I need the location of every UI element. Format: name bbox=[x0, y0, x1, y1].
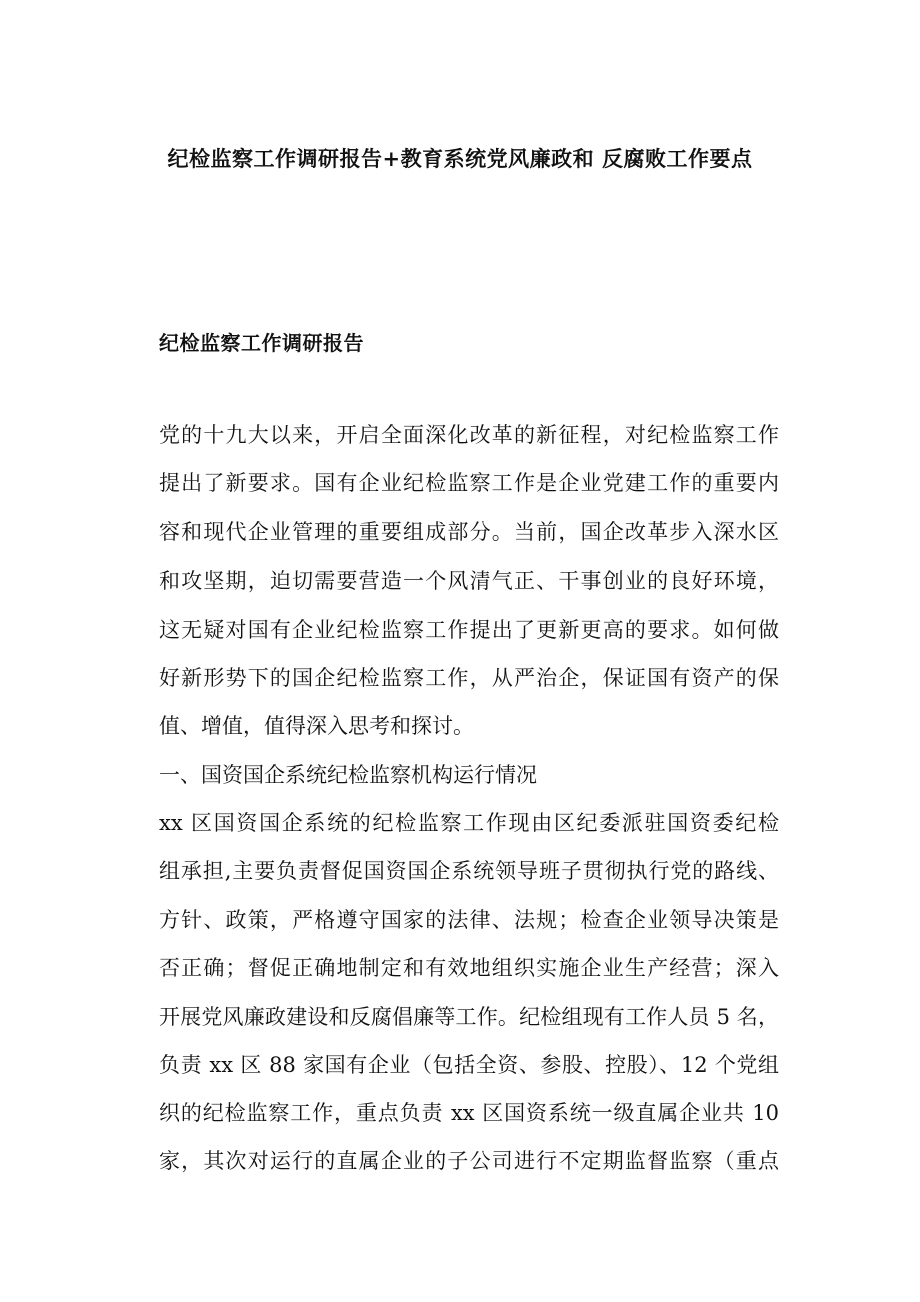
subheading: 一、国资国企系统纪检监察机构运行情况 bbox=[159, 763, 537, 787]
paragraph-line: 提出了新要求。国有企业纪检监察工作是企业党建工作的重要内 bbox=[159, 471, 779, 495]
paragraph-line: 组承担,主要负责督促国资国企系统领导班子贯彻执行党的路线、 bbox=[159, 859, 779, 883]
paragraph-line: 好新形势下的国企纪检监察工作，从严治企，保证国有资产的保 bbox=[159, 666, 779, 690]
paragraph-line: 否正确；督促正确地制定和有效地组织实施企业生产经营；深入 bbox=[159, 956, 779, 980]
section-heading: 纪检监察工作调研报告 bbox=[159, 331, 364, 355]
paragraph-line: xx 区国资国企系统的纪检监察工作现由区纪委派驻国资委纪检 bbox=[159, 811, 779, 835]
paragraph-line: 值、增值，值得深入思考和探讨。 bbox=[159, 714, 474, 738]
paragraph-line: 和攻坚期，迫切需要营造一个风清气正、干事创业的良好环境， bbox=[159, 569, 779, 593]
paragraph-line: 这无疑对国有企业纪检监察工作提出了更新更高的要求。如何做 bbox=[159, 618, 779, 642]
paragraph-line: 党的十九大以来，开启全面深化改革的新征程，对纪检监察工作 bbox=[159, 423, 779, 447]
paragraph-line: 开展党风廉政建设和反腐倡廉等工作。纪检组现有工作人员 5 名， bbox=[159, 1005, 779, 1029]
document-title: 纪检监察工作调研报告+教育系统党风廉政和 反腐败工作要点 bbox=[167, 146, 753, 171]
paragraph-line: 家，其次对运行的直属企业的子公司进行不定期监督监察（重点 bbox=[159, 1149, 779, 1173]
paragraph-line: 负责 xx 区 88 家国有企业（包括全资、参股、控股）、12 个党组 bbox=[159, 1053, 779, 1077]
paragraph-line: 方针、政策，严格遵守国家的法律、法规；检查企业领导决策是 bbox=[159, 908, 779, 932]
paragraph-line: 织的纪检监察工作，重点负责 xx 区国资系统一级直属企业共 10 bbox=[159, 1101, 779, 1125]
paragraph-line: 容和现代企业管理的重要组成部分。当前，国企改革步入深水区 bbox=[159, 520, 779, 544]
